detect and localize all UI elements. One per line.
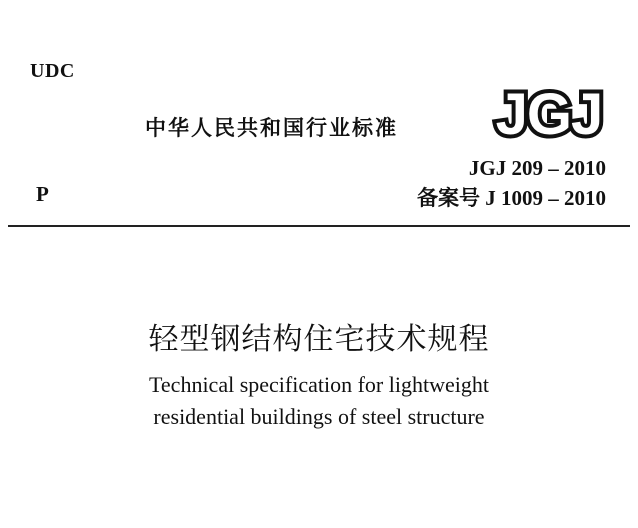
industry-standard-title: 中华人民共和国行业标准 bbox=[145, 116, 398, 140]
record-number: 备案号 J 1009 – 2010 bbox=[417, 186, 606, 210]
udc-label: UDC bbox=[30, 60, 75, 82]
chinese-document-title: 轻型钢结构住宅技术规程 bbox=[148, 322, 490, 357]
standard-logo-text: JGJ bbox=[495, 84, 603, 140]
english-document-title-line-2: residential buildings of steel structure bbox=[153, 404, 485, 429]
english-document-title-line-1: Technical specification for lightweight bbox=[149, 372, 489, 397]
header-divider bbox=[8, 225, 630, 227]
category-letter: P bbox=[36, 182, 49, 206]
standard-number: JGJ 209 – 2010 bbox=[468, 156, 606, 180]
standard-logo bbox=[490, 84, 608, 140]
